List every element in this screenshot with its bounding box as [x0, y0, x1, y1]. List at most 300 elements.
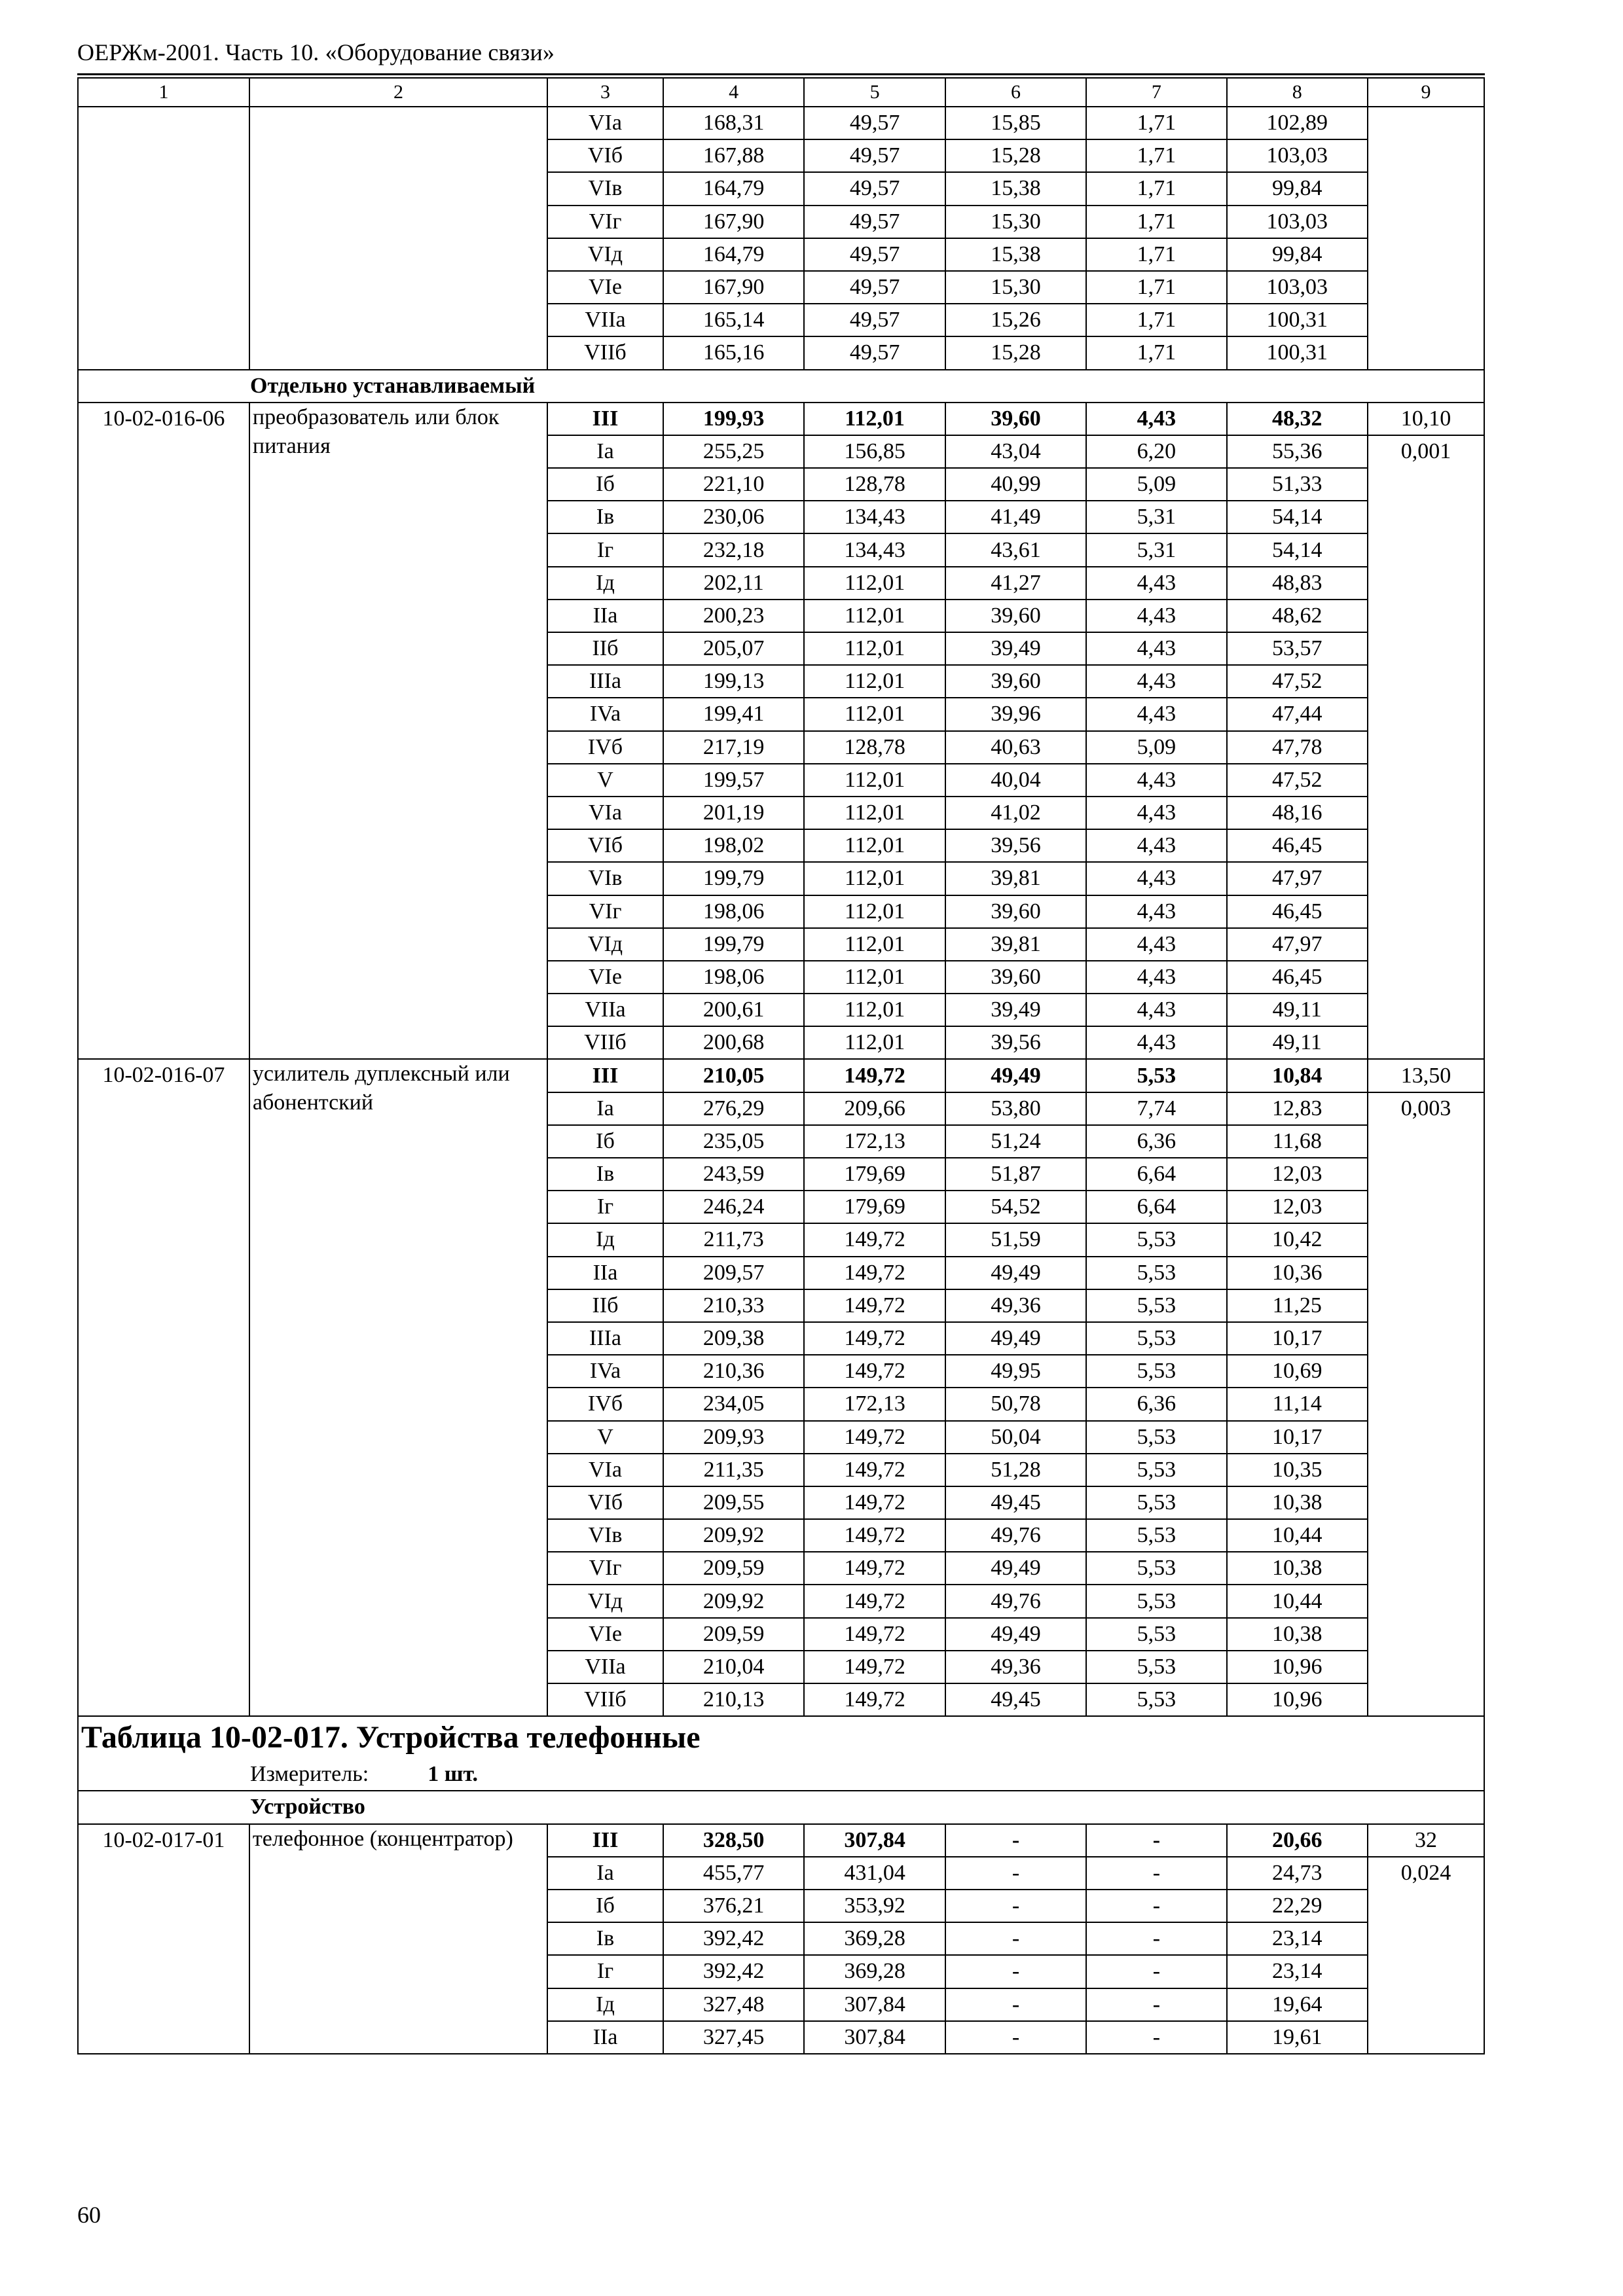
value-cell: 149,72 [804, 1421, 945, 1454]
value-cell: 307,84 [804, 1988, 945, 2021]
value-cell: 255,25 [663, 435, 804, 468]
table-title: Таблица 10-02-017. Устройства телефонные [78, 1716, 1484, 1758]
region-code: Ia [547, 1857, 663, 1890]
region-code: IVa [547, 1355, 663, 1388]
value-cell: 201,19 [663, 797, 804, 829]
value-cell: - [945, 1922, 1086, 1955]
region-code: VIе [547, 961, 663, 994]
value-cell: 49,36 [945, 1651, 1086, 1683]
column-header: 6 [945, 78, 1086, 107]
value-cell: - [945, 2021, 1086, 2054]
value-cell: - [1086, 1988, 1226, 2021]
region-code: V [547, 1421, 663, 1454]
value-cell: 4,43 [1086, 797, 1226, 829]
value-cell: 49,95 [945, 1355, 1086, 1388]
value-cell: 39,56 [945, 1026, 1086, 1059]
value-cell: 1,71 [1086, 206, 1226, 238]
section-row [78, 1791, 1484, 1823]
value-cell: 5,53 [1086, 1322, 1226, 1355]
value-cell: 149,72 [804, 1322, 945, 1355]
value-cell: 167,90 [663, 271, 804, 304]
value-cell: 4,43 [1086, 928, 1226, 961]
value-cell: 149,72 [804, 1552, 945, 1585]
value-cell: 39,60 [945, 600, 1086, 632]
item-code [78, 107, 249, 370]
value-cell: 10,96 [1227, 1651, 1368, 1683]
value-cell: 5,53 [1086, 1355, 1226, 1388]
value-cell: 49,49 [945, 1322, 1086, 1355]
value-cell: 99,84 [1227, 172, 1368, 205]
value-cell: 15,30 [945, 271, 1086, 304]
value-cell: 199,79 [663, 862, 804, 895]
value-cell: 49,49 [945, 1059, 1086, 1092]
value-cell: 209,38 [663, 1322, 804, 1355]
value-cell: 167,88 [663, 139, 804, 172]
region-code: Iв [547, 501, 663, 533]
value-cell: 5,31 [1086, 533, 1226, 566]
value-cell: 149,72 [804, 1683, 945, 1716]
value-cell: 112,01 [804, 698, 945, 730]
value-cell: 128,78 [804, 468, 945, 501]
region-code: IVб [547, 731, 663, 764]
value-cell: 149,72 [804, 1355, 945, 1388]
column-header: 4 [663, 78, 804, 107]
value-cell: 164,79 [663, 238, 804, 271]
value-cell: 112,01 [804, 895, 945, 928]
region-code: Iд [547, 1988, 663, 2021]
value-cell: 100,31 [1227, 336, 1368, 369]
value-cell: 15,28 [945, 139, 1086, 172]
region-code: IIa [547, 600, 663, 632]
value-cell: 4,43 [1086, 567, 1226, 600]
col9-value: 0,003 [1368, 1092, 1484, 1717]
value-cell: 179,69 [804, 1158, 945, 1191]
value-cell: - [1086, 1955, 1226, 1988]
value-cell: 103,03 [1227, 139, 1368, 172]
value-cell: 243,59 [663, 1158, 804, 1191]
region-code: VIд [547, 238, 663, 271]
value-cell: 4,43 [1086, 764, 1226, 797]
value-cell: 99,84 [1227, 238, 1368, 271]
value-cell: - [1086, 1824, 1226, 1857]
value-cell: 4,43 [1086, 862, 1226, 895]
value-cell: 39,49 [945, 994, 1086, 1026]
value-cell: 41,02 [945, 797, 1086, 829]
region-code: VIг [547, 206, 663, 238]
table-row [78, 107, 1484, 139]
value-cell: 149,72 [804, 1454, 945, 1486]
region-code: VIIa [547, 1651, 663, 1683]
value-cell: 307,84 [804, 1824, 945, 1857]
value-cell: 149,72 [804, 1486, 945, 1519]
value-cell: 209,55 [663, 1486, 804, 1519]
value-cell: 5,09 [1086, 468, 1226, 501]
value-cell: 19,64 [1227, 1988, 1368, 2021]
value-cell: 4,43 [1086, 600, 1226, 632]
value-cell: 112,01 [804, 829, 945, 862]
region-code: VIIб [547, 1683, 663, 1716]
item-name: телефонное (концентратор) [249, 1824, 547, 2054]
table-body [78, 78, 1484, 2054]
column-header: 1 [78, 78, 249, 107]
value-cell: 209,59 [663, 1552, 804, 1585]
region-code: VIе [547, 271, 663, 304]
value-cell: 49,57 [804, 206, 945, 238]
value-cell: 455,77 [663, 1857, 804, 1890]
value-cell: 51,28 [945, 1454, 1086, 1486]
value-cell: 40,99 [945, 468, 1086, 501]
value-cell: 6,36 [1086, 1388, 1226, 1420]
value-cell: 49,57 [804, 336, 945, 369]
value-cell: 5,53 [1086, 1421, 1226, 1454]
value-cell: 103,03 [1227, 206, 1368, 238]
value-cell: 49,49 [945, 1257, 1086, 1289]
region-code: VIIa [547, 304, 663, 336]
value-cell: 1,71 [1086, 139, 1226, 172]
value-cell: 4,43 [1086, 403, 1226, 435]
value-cell: 112,01 [804, 403, 945, 435]
region-code: IVб [547, 1388, 663, 1420]
value-cell: 39,60 [945, 961, 1086, 994]
value-cell: 5,53 [1086, 1651, 1226, 1683]
value-cell: 235,05 [663, 1125, 804, 1158]
value-cell: 234,05 [663, 1388, 804, 1420]
value-cell: 49,57 [804, 139, 945, 172]
col9-value: 13,50 [1368, 1059, 1484, 1092]
value-cell: 5,53 [1086, 1454, 1226, 1486]
measure-label: Измеритель: [250, 1761, 369, 1786]
value-cell: 6,64 [1086, 1158, 1226, 1191]
region-code: Iг [547, 1955, 663, 1988]
region-code: Iб [547, 1890, 663, 1922]
value-cell: 172,13 [804, 1125, 945, 1158]
value-cell: 112,01 [804, 961, 945, 994]
value-cell: 327,48 [663, 1988, 804, 2021]
region-code: V [547, 764, 663, 797]
value-cell: 230,06 [663, 501, 804, 533]
value-cell: 47,52 [1227, 665, 1368, 698]
value-cell: 54,52 [945, 1191, 1086, 1223]
value-cell: 39,60 [945, 403, 1086, 435]
table-row [78, 1824, 1484, 1857]
value-cell: 200,61 [663, 994, 804, 1026]
value-cell: 6,36 [1086, 1125, 1226, 1158]
region-code: Iб [547, 468, 663, 501]
value-cell: - [1086, 2021, 1226, 2054]
value-cell: 5,53 [1086, 1257, 1226, 1289]
value-cell: 167,90 [663, 206, 804, 238]
region-code: Iд [547, 567, 663, 600]
value-cell: 41,27 [945, 567, 1086, 600]
col9-value: 10,10 [1368, 403, 1484, 435]
value-cell: 205,07 [663, 632, 804, 665]
value-cell: 12,03 [1227, 1191, 1368, 1223]
value-cell: 10,38 [1227, 1552, 1368, 1585]
region-code: VIIa [547, 994, 663, 1026]
value-cell: 112,01 [804, 994, 945, 1026]
value-cell: 49,76 [945, 1519, 1086, 1552]
value-cell: 10,17 [1227, 1421, 1368, 1454]
value-cell: - [945, 1988, 1086, 2021]
section-row [78, 370, 1484, 403]
value-cell: 199,13 [663, 665, 804, 698]
value-cell: 5,53 [1086, 1486, 1226, 1519]
value-cell: 6,64 [1086, 1191, 1226, 1223]
value-cell: 246,24 [663, 1191, 804, 1223]
value-cell: 23,14 [1227, 1922, 1368, 1955]
value-cell: 41,49 [945, 501, 1086, 533]
value-cell: 5,53 [1086, 1289, 1226, 1322]
value-cell: 49,57 [804, 238, 945, 271]
value-cell: 48,16 [1227, 797, 1368, 829]
value-cell: 4,43 [1086, 1026, 1226, 1059]
column-header: 9 [1368, 78, 1484, 107]
value-cell: 232,18 [663, 533, 804, 566]
value-cell: 49,57 [804, 107, 945, 139]
column-header-row [78, 78, 1484, 107]
region-code: Iг [547, 533, 663, 566]
value-cell: 199,41 [663, 698, 804, 730]
region-code: Iг [547, 1191, 663, 1223]
value-cell: 168,31 [663, 107, 804, 139]
value-cell: 53,57 [1227, 632, 1368, 665]
col9-value: 0,001 [1368, 435, 1484, 1060]
value-cell: 39,49 [945, 632, 1086, 665]
value-cell: 11,68 [1227, 1125, 1368, 1158]
value-cell: 47,97 [1227, 928, 1368, 961]
value-cell: 39,81 [945, 862, 1086, 895]
value-cell: - [1086, 1857, 1226, 1890]
value-cell: 376,21 [663, 1890, 804, 1922]
table-row [78, 1059, 1484, 1092]
region-code: IIIa [547, 1322, 663, 1355]
value-cell: 198,06 [663, 895, 804, 928]
value-cell: 5,53 [1086, 1059, 1226, 1092]
page-number: 60 [77, 2202, 101, 2228]
value-cell: 51,24 [945, 1125, 1086, 1158]
value-cell: 149,72 [804, 1223, 945, 1256]
region-code: Ia [547, 1092, 663, 1125]
region-code: VIб [547, 829, 663, 862]
value-cell: 23,14 [1227, 1955, 1368, 1988]
section-title: Отдельно устанавливаемый [78, 370, 1484, 403]
value-cell: 134,43 [804, 501, 945, 533]
value-cell: 4,43 [1086, 895, 1226, 928]
value-cell: 209,59 [663, 1618, 804, 1651]
value-cell: 4,43 [1086, 632, 1226, 665]
value-cell: 6,20 [1086, 435, 1226, 468]
value-cell: 51,33 [1227, 468, 1368, 501]
value-cell: 49,36 [945, 1289, 1086, 1322]
region-code: VIв [547, 1519, 663, 1552]
value-cell: 210,13 [663, 1683, 804, 1716]
value-cell: 10,44 [1227, 1519, 1368, 1552]
column-header: 8 [1227, 78, 1368, 107]
value-cell: 209,92 [663, 1585, 804, 1617]
region-code: IIб [547, 1289, 663, 1322]
value-cell: 15,26 [945, 304, 1086, 336]
value-cell: 46,45 [1227, 961, 1368, 994]
value-cell: 5,53 [1086, 1618, 1226, 1651]
region-code: IIa [547, 2021, 663, 2054]
value-cell: 4,43 [1086, 994, 1226, 1026]
value-cell: 112,01 [804, 764, 945, 797]
value-cell: 211,35 [663, 1454, 804, 1486]
value-cell: 5,53 [1086, 1585, 1226, 1617]
value-cell: 10,69 [1227, 1355, 1368, 1388]
region-code: VIa [547, 1454, 663, 1486]
value-cell: 1,71 [1086, 238, 1226, 271]
table-title-row [78, 1716, 1484, 1758]
value-cell: 46,45 [1227, 895, 1368, 928]
value-cell: - [945, 1824, 1086, 1857]
value-cell: 392,42 [663, 1922, 804, 1955]
value-cell: 51,59 [945, 1223, 1086, 1256]
value-cell: 1,71 [1086, 336, 1226, 369]
value-cell: 40,63 [945, 731, 1086, 764]
value-cell: 149,72 [804, 1289, 945, 1322]
value-cell: 39,56 [945, 829, 1086, 862]
col9-cell [1368, 107, 1484, 370]
region-code: Iб [547, 1125, 663, 1158]
item-code: 10-02-016-07 [78, 1059, 249, 1716]
value-cell: 48,32 [1227, 403, 1368, 435]
value-cell: 46,45 [1227, 829, 1368, 862]
value-cell: 54,14 [1227, 501, 1368, 533]
value-cell: 55,36 [1227, 435, 1368, 468]
region-code: IIa [547, 1257, 663, 1289]
region-code: VIг [547, 1552, 663, 1585]
value-cell: 1,71 [1086, 172, 1226, 205]
region-code: VIд [547, 1585, 663, 1617]
region-code: IVa [547, 698, 663, 730]
region-code: III [547, 403, 663, 435]
value-cell: 39,96 [945, 698, 1086, 730]
value-cell: 198,02 [663, 829, 804, 862]
value-cell: 149,72 [804, 1618, 945, 1651]
value-cell: 19,61 [1227, 2021, 1368, 2054]
value-cell: 49,11 [1227, 994, 1368, 1026]
value-cell: 50,04 [945, 1421, 1086, 1454]
col9-value: 32 [1368, 1824, 1484, 1857]
value-cell: 47,44 [1227, 698, 1368, 730]
value-cell: 134,43 [804, 533, 945, 566]
value-cell: 209,93 [663, 1421, 804, 1454]
value-cell: 327,45 [663, 2021, 804, 2054]
value-cell: 49,11 [1227, 1026, 1368, 1059]
value-cell: 7,74 [1086, 1092, 1226, 1125]
value-cell: 210,33 [663, 1289, 804, 1322]
value-cell: 12,03 [1227, 1158, 1368, 1191]
value-cell: 49,57 [804, 271, 945, 304]
value-cell: 112,01 [804, 665, 945, 698]
value-cell: 328,50 [663, 1824, 804, 1857]
value-cell: 353,92 [804, 1890, 945, 1922]
value-cell: 199,93 [663, 403, 804, 435]
value-cell: - [1086, 1890, 1226, 1922]
value-cell: 164,79 [663, 172, 804, 205]
value-cell: 211,73 [663, 1223, 804, 1256]
value-cell: 198,06 [663, 961, 804, 994]
item-name: усилитель дуплексный или абонентский [249, 1059, 547, 1716]
value-cell: 128,78 [804, 731, 945, 764]
value-cell: 39,60 [945, 895, 1086, 928]
region-code: VIa [547, 797, 663, 829]
value-cell: 209,57 [663, 1257, 804, 1289]
value-cell: 54,14 [1227, 533, 1368, 566]
value-cell: 165,16 [663, 336, 804, 369]
value-cell: 1,71 [1086, 107, 1226, 139]
value-cell: 5,53 [1086, 1552, 1226, 1585]
value-cell: 5,53 [1086, 1223, 1226, 1256]
value-cell: 24,73 [1227, 1857, 1368, 1890]
value-cell: 47,78 [1227, 731, 1368, 764]
item-name: преобразователь или блок питания [249, 403, 547, 1060]
item-code: 10-02-017-01 [78, 1824, 249, 2054]
value-cell: 47,52 [1227, 764, 1368, 797]
region-code: IIIa [547, 665, 663, 698]
value-cell: 11,14 [1227, 1388, 1368, 1420]
value-cell: 172,13 [804, 1388, 945, 1420]
value-cell: 112,01 [804, 600, 945, 632]
region-code: VIIб [547, 336, 663, 369]
value-cell: 49,49 [945, 1618, 1086, 1651]
value-cell: 369,28 [804, 1955, 945, 1988]
value-cell: 103,03 [1227, 271, 1368, 304]
value-cell: 15,38 [945, 172, 1086, 205]
value-cell: 49,49 [945, 1552, 1086, 1585]
measure-row [78, 1758, 1484, 1791]
measure-cell [78, 1758, 1484, 1791]
value-cell: 40,04 [945, 764, 1086, 797]
item-name [249, 107, 547, 370]
header-divider [77, 73, 1485, 75]
value-cell: 217,19 [663, 731, 804, 764]
value-cell: 4,43 [1086, 698, 1226, 730]
value-cell: 200,23 [663, 600, 804, 632]
value-cell: 10,36 [1227, 1257, 1368, 1289]
column-header: 2 [249, 78, 547, 107]
table-row [78, 403, 1484, 435]
item-code: 10-02-016-06 [78, 403, 249, 1060]
value-cell: 47,97 [1227, 862, 1368, 895]
value-cell: 149,72 [804, 1651, 945, 1683]
value-cell: 4,43 [1086, 665, 1226, 698]
region-code: Iв [547, 1158, 663, 1191]
value-cell: 307,84 [804, 2021, 945, 2054]
value-cell: 53,80 [945, 1092, 1086, 1125]
value-cell: 22,29 [1227, 1890, 1368, 1922]
region-code: VIб [547, 139, 663, 172]
value-cell: 43,61 [945, 533, 1086, 566]
value-cell: 209,92 [663, 1519, 804, 1552]
value-cell: 369,28 [804, 1922, 945, 1955]
region-code: VIв [547, 862, 663, 895]
value-cell: 392,42 [663, 1955, 804, 1988]
column-header: 5 [804, 78, 945, 107]
value-cell: 165,14 [663, 304, 804, 336]
region-code: Iд [547, 1223, 663, 1256]
value-cell: 149,72 [804, 1519, 945, 1552]
region-code: VIд [547, 928, 663, 961]
value-cell: - [945, 1857, 1086, 1890]
value-cell: 4,43 [1086, 961, 1226, 994]
value-cell: 209,66 [804, 1092, 945, 1125]
value-cell: 49,57 [804, 304, 945, 336]
value-cell: 276,29 [663, 1092, 804, 1125]
value-cell: 10,44 [1227, 1585, 1368, 1617]
value-cell: 10,38 [1227, 1618, 1368, 1651]
